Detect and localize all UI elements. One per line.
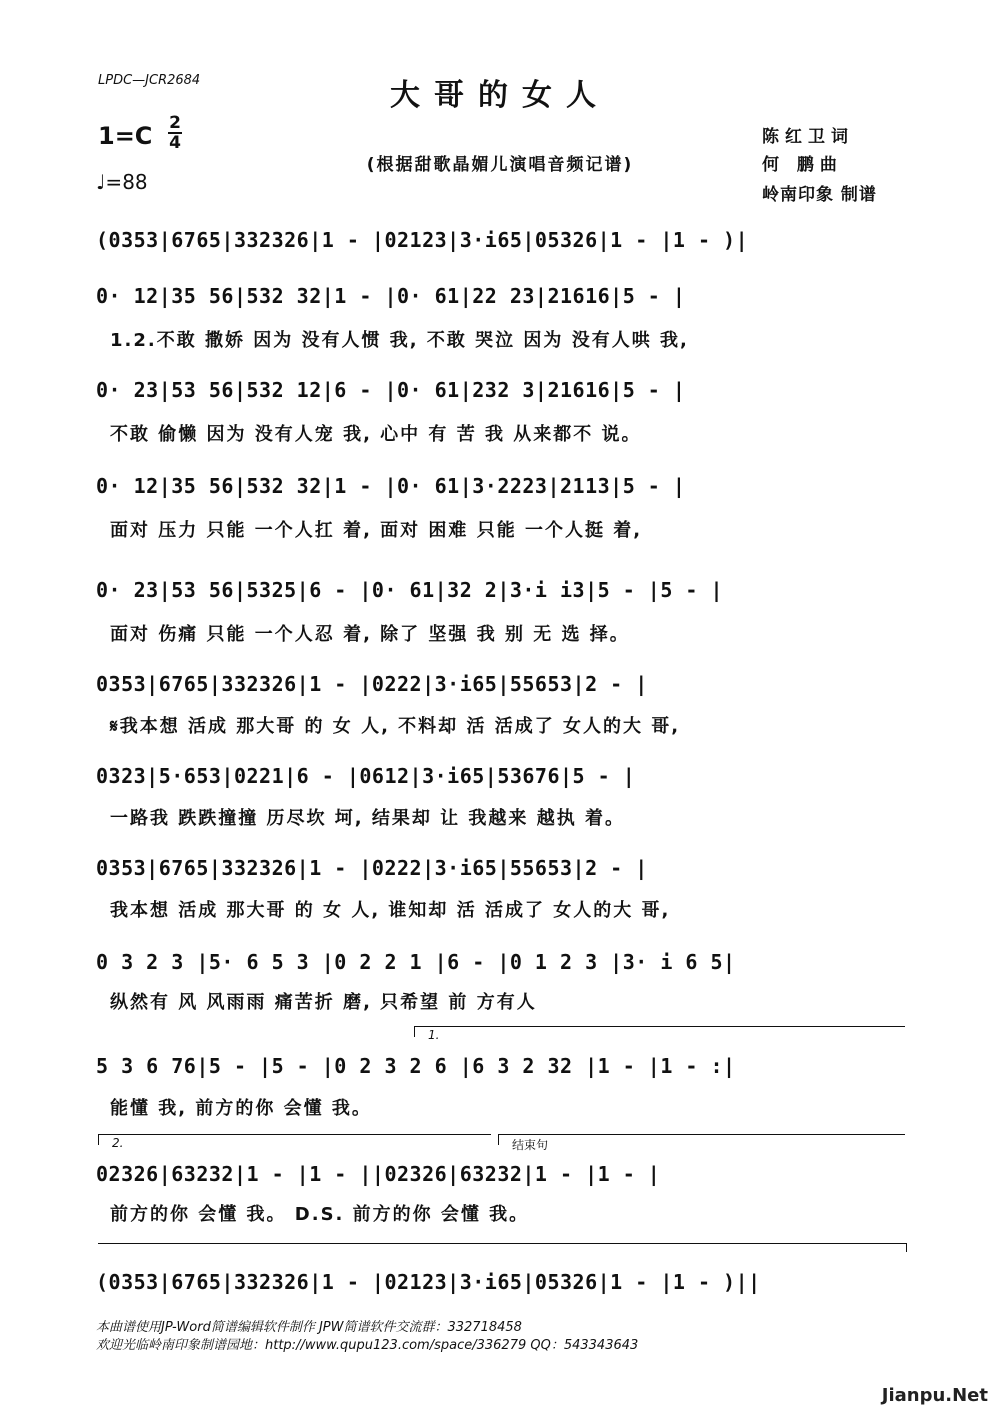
score-row-notes: 0 3 2 3 |5· 6 5 3 |0 2 2 1 |6 - |0 1 2 3 |3· i 6 5|: [96, 950, 736, 974]
score-row-notes: 0· 23|53 56|5325|6 - |0· 61|32 2|3·i i3|5 - |5 - |: [96, 578, 724, 602]
footer-software-note: 本曲谱使用JP-Word简谱编辑软件制作 JPW简谱软件交流群：332718458: [96, 1320, 522, 1335]
time-signature: [168, 114, 182, 152]
score-row-notes: 0· 23|53 56|532 12|6 - |0· 61|232 3|21616|5 - |: [96, 378, 686, 402]
time-signature-bottom: 4: [169, 133, 181, 153]
score-row-lyrics: 纵然有 风 风雨雨 痛苦折 磨, 只希望 前 方有人: [110, 992, 537, 1013]
divider: [98, 1243, 907, 1252]
score-row-lyrics: 1.2.不敢 撒娇 因为 没有人惯 我, 不敢 哭泣 因为 没有人哄 我,: [110, 330, 689, 351]
tempo-marking: ♩=88: [96, 170, 148, 194]
score-row-lyrics: 面对 伤痛 只能 一个人忍 着, 除了 坚强 我 别 无 选 择。: [110, 624, 630, 645]
lyricist-credit: 陈红卫词: [762, 127, 854, 147]
second-ending-bracket: [98, 1134, 491, 1145]
page-title: 大哥的女人: [390, 78, 610, 113]
score-row-notes: 0353|6765|332326|1 - |0222|3·i65|55653|2 - |: [96, 856, 648, 880]
score-row-notes: 0353|6765|332326|1 - |0222|3·i65|55653|2 - |: [96, 672, 648, 696]
score-row-lyrics: 我本想 活成 那大哥 的 女 人, 谁知却 活 活成了 女人的大 哥,: [110, 900, 671, 921]
time-signature-top: 2: [169, 113, 181, 133]
coda-label: 结束句: [512, 1138, 549, 1152]
score-row-notes: (0353|6765|332326|1 - |02123|3·i65|05326|1 - |1 - )|: [96, 228, 749, 252]
subtitle: (根据甜歌晶媚儿演唱音频记谱): [366, 155, 634, 175]
score-row-notes: (0353|6765|332326|1 - |02123|3·i65|05326|1 - |1 - )||: [96, 1270, 761, 1294]
composer-credit: 何 鹏曲: [762, 155, 843, 175]
score-row-lyrics: 面对 压力 只能 一个人扛 着, 面对 困难 只能 一个人挺 着,: [110, 520, 643, 541]
arranger-credit: 岭南印象 制谱: [762, 185, 877, 205]
first-ending-bracket: [414, 1026, 905, 1037]
catalog-code: LPDC—JCR2684: [98, 73, 201, 88]
score-row-notes: 02326|63232|1 - |1 - ||02326|63232|1 - |1 - |: [96, 1162, 661, 1186]
score-row-lyrics: 一路我 跌跌撞撞 历尽坎 坷, 结果却 让 我越来 越执 着。: [110, 808, 625, 829]
score-row-lyrics: 不敢 偷懒 因为 没有人宠 我, 心中 有 苦 我 从来都不 说。: [110, 424, 642, 445]
second-ending-label: 2.: [112, 1136, 124, 1150]
score-row-lyrics: 前方的你 会懂 我。 D.S. 前方的你 会懂 我。: [110, 1204, 530, 1225]
score-row-notes: 0323|5·653|0221|6 - |0612|3·i65|53676|5 - |: [96, 764, 636, 788]
key-signature: 1=C: [98, 122, 153, 150]
score-row-notes: 0· 12|35 56|532 32|1 - |0· 61|3·2223|2113|5 - |: [96, 474, 686, 498]
footer-contact-note: 欢迎光临岭南印象制谱园地：http://www.qupu123.com/space/336279 QQ：543343643: [96, 1338, 639, 1353]
watermark: Jianpu.Net: [881, 1385, 988, 1406]
first-ending-label: 1.: [428, 1028, 440, 1042]
score-row-notes: 0· 12|35 56|532 32|1 - |0· 61|22 23|21616|5 - |: [96, 284, 686, 308]
score-row-notes: 5 3 6 76|5 - |5 - |0 2 3 2 6 |6 3 2 32 |1 - |1 - :|: [96, 1054, 736, 1078]
coda-bracket: [498, 1134, 905, 1145]
score-row-lyrics: 能懂 我, 前方的你 会懂 我。: [110, 1098, 372, 1119]
score-row-lyrics: 𝄋我本想 活成 那大哥 的 女 人, 不料却 活 活成了 女人的大 哥,: [110, 716, 681, 737]
